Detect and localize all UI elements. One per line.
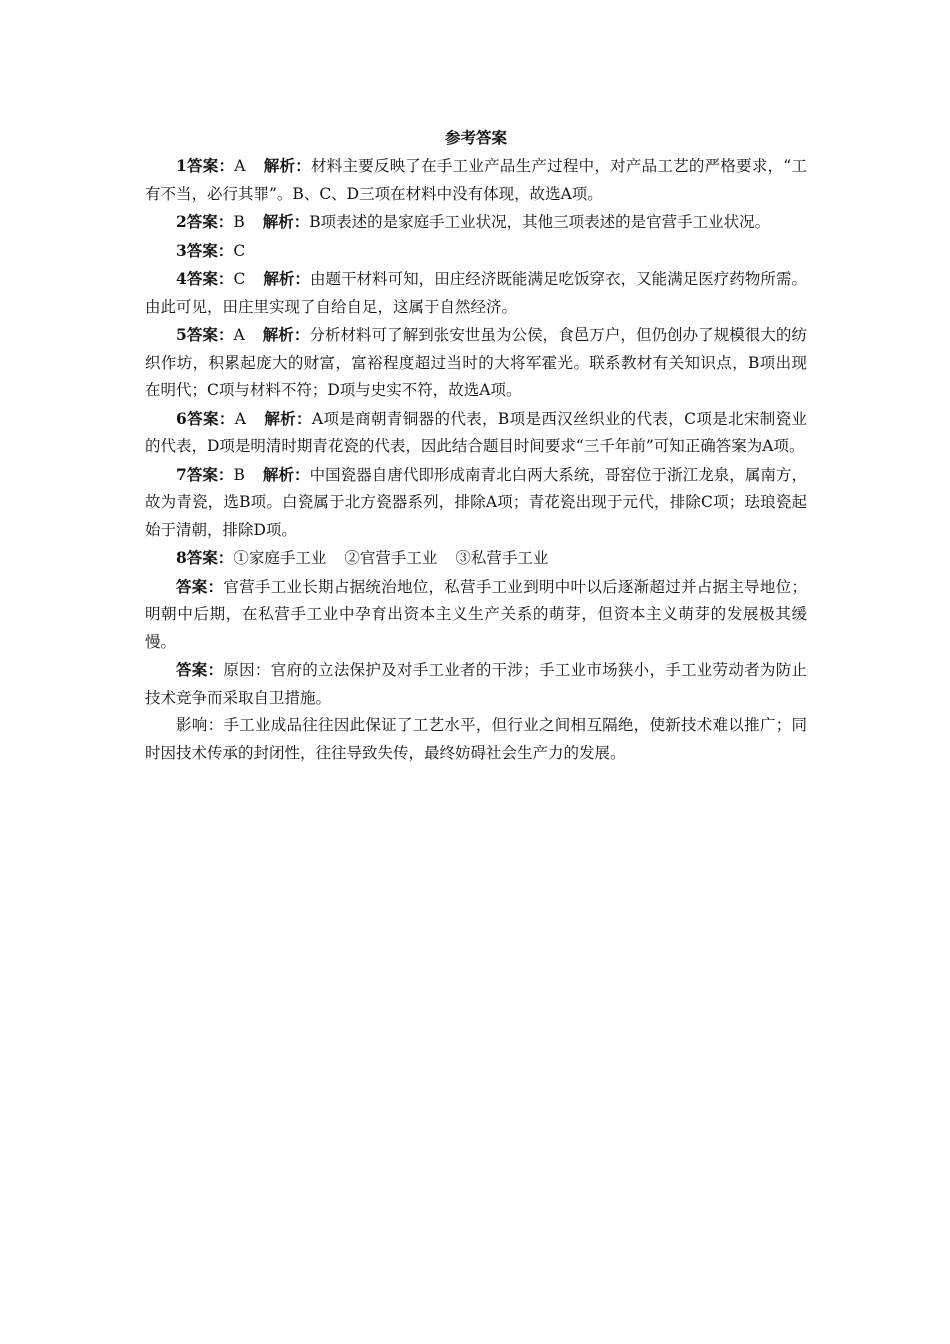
analysis-text: A项是商朝青铜器的代表，B项是西汉丝织业的代表，C项是北宋制瓷业的代表，D项是明清时期青花瓷的代表，因此结合题目时间要求“三千年前”可知正确答案为A项。 bbox=[145, 409, 807, 455]
answer-label: 答案： bbox=[186, 464, 234, 484]
analysis-label: 解析： bbox=[262, 464, 310, 484]
answer-item-3 bbox=[145, 237, 807, 266]
answer-choice: A bbox=[234, 409, 246, 428]
analysis-label: 解析： bbox=[262, 325, 310, 344]
item-number: 2 bbox=[176, 212, 187, 231]
answer-text: 原因：官府的立法保护及对手工业者的干涉；手工业市场狭小，手工业劳动者为防止技术竞争而采取自卫措施。 bbox=[145, 661, 807, 707]
answer-item-6 bbox=[145, 405, 807, 461]
answer-label: 答案： bbox=[176, 660, 224, 679]
answer-part-1: ①家庭手工业 bbox=[233, 549, 327, 567]
analysis-text: 由题干材料可知，田庄经济既能满足吃饭穿衣，又能满足医疗药物所需。由此可见，田庄里实现了自给自足，这属于自然经济。 bbox=[145, 270, 807, 316]
influence-paragraph: 影响：手工业成品往往因此保证了工艺水平，但行业之间相互隔绝，使新技术难以推广；同时因技术传承的封闭性，往往导致失传，最终妨碍社会生产力的发展。 bbox=[145, 716, 807, 762]
answer-label: 答案： bbox=[186, 269, 234, 288]
answer-choice: A bbox=[233, 326, 245, 344]
item-number: 3 bbox=[176, 240, 187, 260]
answer-label: 答案： bbox=[186, 240, 234, 260]
analysis-text: 材料主要反映了在手工业产品生产过程中，对产品工艺的严格要求，“工有不当，必行其罪”。B、C、D三项在材料中没有体现，故选A项。 bbox=[145, 157, 807, 203]
answer-choice: B bbox=[233, 465, 245, 484]
answer-paragraph-2 bbox=[145, 656, 807, 712]
answer-label: 答案： bbox=[176, 576, 224, 596]
analysis-text: 分析材料可了解到张安世虽为公侯，食邑万户，但仍创办了规模很大的纺织作坊，积累起庞大的财富，富裕程度超过当时的大将军霍光。联系教材有关知识点，B项出现在明代；C项与材料不符；D项与史实不符，故选A项。 bbox=[145, 326, 807, 399]
item-number: 7 bbox=[176, 464, 187, 484]
item-number: 4 bbox=[176, 269, 187, 288]
analysis-label: 解析： bbox=[263, 269, 310, 288]
item-number: 8 bbox=[176, 548, 187, 567]
answer-item-4 bbox=[145, 265, 807, 321]
answer-label: 答案： bbox=[186, 548, 234, 567]
item-number: 5 bbox=[176, 325, 187, 344]
answer-choice: C bbox=[233, 241, 246, 260]
answer-choice: B bbox=[233, 213, 245, 231]
answer-label: 答案： bbox=[186, 408, 235, 428]
answer-item-2 bbox=[145, 208, 807, 237]
analysis-label: 解析： bbox=[262, 212, 310, 231]
analysis-label: 解析： bbox=[263, 156, 311, 175]
answer-item-1 bbox=[145, 152, 807, 208]
item-number: 6 bbox=[176, 408, 187, 428]
answer-item-5 bbox=[145, 321, 807, 405]
answer-label: 答案： bbox=[186, 212, 234, 231]
answer-label: 答案： bbox=[186, 325, 234, 344]
answer-label: 答案： bbox=[186, 156, 235, 175]
answer-item-7 bbox=[145, 461, 807, 545]
answer-paragraph-1 bbox=[145, 573, 807, 657]
analysis-text: B项表述的是家庭手工业状况，其他三项表述的是官营手工业状况。 bbox=[309, 213, 771, 231]
answer-choice: A bbox=[234, 157, 246, 175]
answer-document bbox=[145, 128, 807, 767]
answer-choice: C bbox=[233, 270, 246, 288]
answer-text: 官营手工业长期占据统治地位，私营手工业到明中叶以后逐渐超过并占据主导地位；明朝中后期，在私营手工业中孕育出资本主义生产关系的萌芽，但资本主义萌芽的发展极其缓慢。 bbox=[145, 577, 807, 651]
page-title: 参考答案 bbox=[444, 128, 507, 147]
answer-item-8 bbox=[145, 544, 807, 573]
answer-part-3: ③私营手工业 bbox=[455, 549, 549, 567]
answer-part-2: ②官营手工业 bbox=[344, 549, 438, 567]
analysis-label: 解析： bbox=[263, 408, 312, 428]
item-number: 1 bbox=[176, 156, 187, 175]
analysis-text: 中国瓷器自唐代即形成南青北白两大系统，哥窑位于浙江龙泉，属南方，故为青瓷，选B项。白瓷属于北方瓷器系列，排除A项；青花瓷出现于元代，排除C项；珐琅瓷起始于清朝，排除D项。 bbox=[145, 465, 807, 539]
